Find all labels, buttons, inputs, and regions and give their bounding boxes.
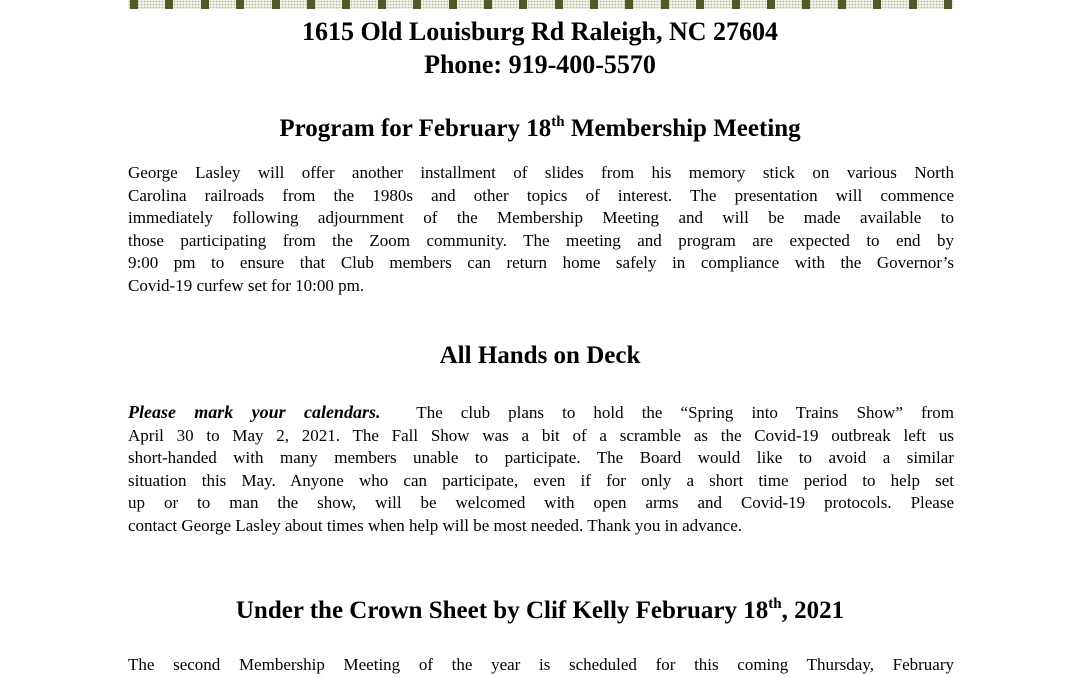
section-heading-program: Program for February 18th Membership Meeting: [279, 114, 801, 142]
paragraph-line: those participating from the Zoom community. The meeting and program are expected to end by: [128, 230, 954, 250]
paragraph-line: Please mark your calendars. The club plans to hold the “Spring into Trains Show” from: [128, 402, 954, 422]
paragraph-line: Carolina railroads from the 1980s and other topics of interest. The presentation will commence: [128, 185, 954, 205]
paragraph-line: situation this May. Anyone who can participate, even if for only a short time period to help set: [128, 470, 954, 490]
paragraph-line: The second Membership Meeting of the year is scheduled for this coming Thursday, February: [128, 655, 954, 674]
rail-ties-decoration: [128, 0, 954, 9]
paragraph-line: 9:00 pm to ensure that Club members can return home safely in compliance with the Governor’s: [128, 253, 954, 273]
paragraph-line: immediately following adjournment of the Membership Meeting and will be made available to: [128, 208, 954, 228]
program-paragraph: [128, 162, 954, 298]
crown-sheet-paragraph: [128, 654, 954, 677]
club-address: 1615 Old Louisburg Rd Raleigh, NC 27604: [301, 17, 779, 46]
paragraph-line: short-handed with many members unable to participate. The Board would like to avoid a similar: [128, 448, 954, 468]
lead-emphasis: Please mark your calendars.: [128, 402, 381, 422]
all-hands-paragraph: [128, 401, 954, 538]
paragraph-line: George Lasley will offer another installment of slides from his memory stick on various North: [128, 163, 954, 182]
header-rail-banner: [128, 0, 954, 9]
club-phone: Phone: 919-400-5570: [424, 50, 656, 79]
paragraph-line: up or to man the show, will be welcomed with open arms and Covid-19 protocols. Please: [128, 493, 954, 513]
paragraph-line: contact George Lasley about times when help will be most needed. Thank you in advance.: [128, 515, 743, 535]
paragraph-line: April 30 to May 2, 2021. The Fall Show was a bit of a scramble as the Covid-19 outbreak left us: [128, 425, 954, 445]
section-heading-crown-sheet: Under the Crown Sheet by Clif Kelly February 18th, 2021: [235, 596, 845, 624]
section-heading-all-hands: All Hands on Deck: [439, 342, 641, 369]
paragraph-line: Covid-19 curfew set for 10:00 pm.: [128, 275, 365, 295]
